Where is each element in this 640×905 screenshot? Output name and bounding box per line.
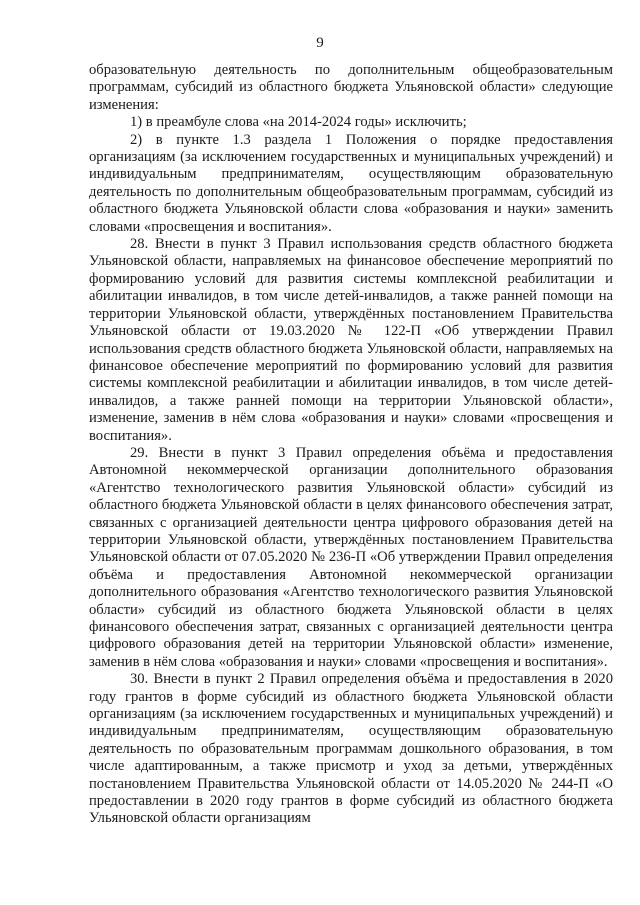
paragraph-item-2: 2) в пункте 1.3 раздела 1 Положения о порядке предоставления организациям (за исключением государственных и муниципальных учреждений) и индивидуальным предпринимателям, осуществляющим образовательную деятельность по дополнительным общеобразовательным программам, субсидий из областного бюджета Ульяновской области слова «образования и науки» заменить словами «просвещения и воспитания».	[89, 131, 613, 235]
paragraph-item-1: 1) в преамбуле слова «на 2014-2024 годы» исключить;	[130, 114, 467, 131]
paragraph-30: 30. Внести в пункт 2 Правил определения объёма и предоставления в 2020 году грантов в форме субсидий из областного бюджета Ульяновской области организациям (за исключением государственных и муниципальных учреждений) и индивидуальным предпринимателям, осуществляющим образовательную деятельность по образовательным программам дошкольного образования, в том числе адаптированным, а также присмотр и уход за детьми, утверждённых постановлением Правительства Ульяновской области от 14.05.2020 № 244-П «О предоставлении в 2020 году грантов в форме субсидий из областного бюджета Ульяновской области организациям	[89, 671, 613, 827]
paragraph-28: 28. Внести в пункт 3 Правил использования средств областного бюджета Ульяновской области, направляемых на финансовое обеспечение мероприятий по формированию условий для развития системы комплексной реабилитации и абилитации инвалидов, в том числе детей-инвалидов, а также ранней помощи на территории Ульяновской области, утверждённых постановлением Правительства Ульяновской области от 19.03.2020 № 122-П «Об утверждении Правил использования средств областного бюджета Ульяновской области, направляемых на финансовое обеспечение мероприятий по формированию условий для развития системы комплексной реабилитации и абилитации инвалидов, в том числе детей-инвалидов, а также ранней помощи на территории Ульяновской области», изменение, заменив в нём слова «образования и науки» словами «просвещения и воспитания».	[89, 236, 613, 444]
paragraph-29: 29. Внести в пункт 3 Правил определения объёма и предоставления Автономной некоммерческой организации дополнительного образования «Агентство технологического развития Ульяновской области» субсидий из областного бюджета Ульяновской области в целях финансового обеспечения затрат, связанных с организацией деятельности центра цифрового образования детей на территории Ульяновской области, утверждённых постановлением Правительства Ульяновской области от 07.05.2020 № 236-П «Об утверждении Правил определения объёма и предоставления Автономной некоммерческой организации дополнительного образования «Агентство технологического развития Ульяновской области» субсидий из областного бюджета Ульяновской области в целях финансового обеспечения затрат, связанных с организацией деятельности центра цифрового образования детей на территории Ульяновской области» изменение, заменив в нём слова «образования и науки» словами «просвещения и воспитания».	[89, 444, 613, 670]
document-body	[89, 62, 613, 828]
paragraph-intro-continuation: образовательную деятельность по дополнительным общеобразовательным программам, субсидий из областного бюджета Ульяновской области» следующие изменения:	[89, 62, 613, 113]
page-number: 9	[316, 35, 324, 51]
